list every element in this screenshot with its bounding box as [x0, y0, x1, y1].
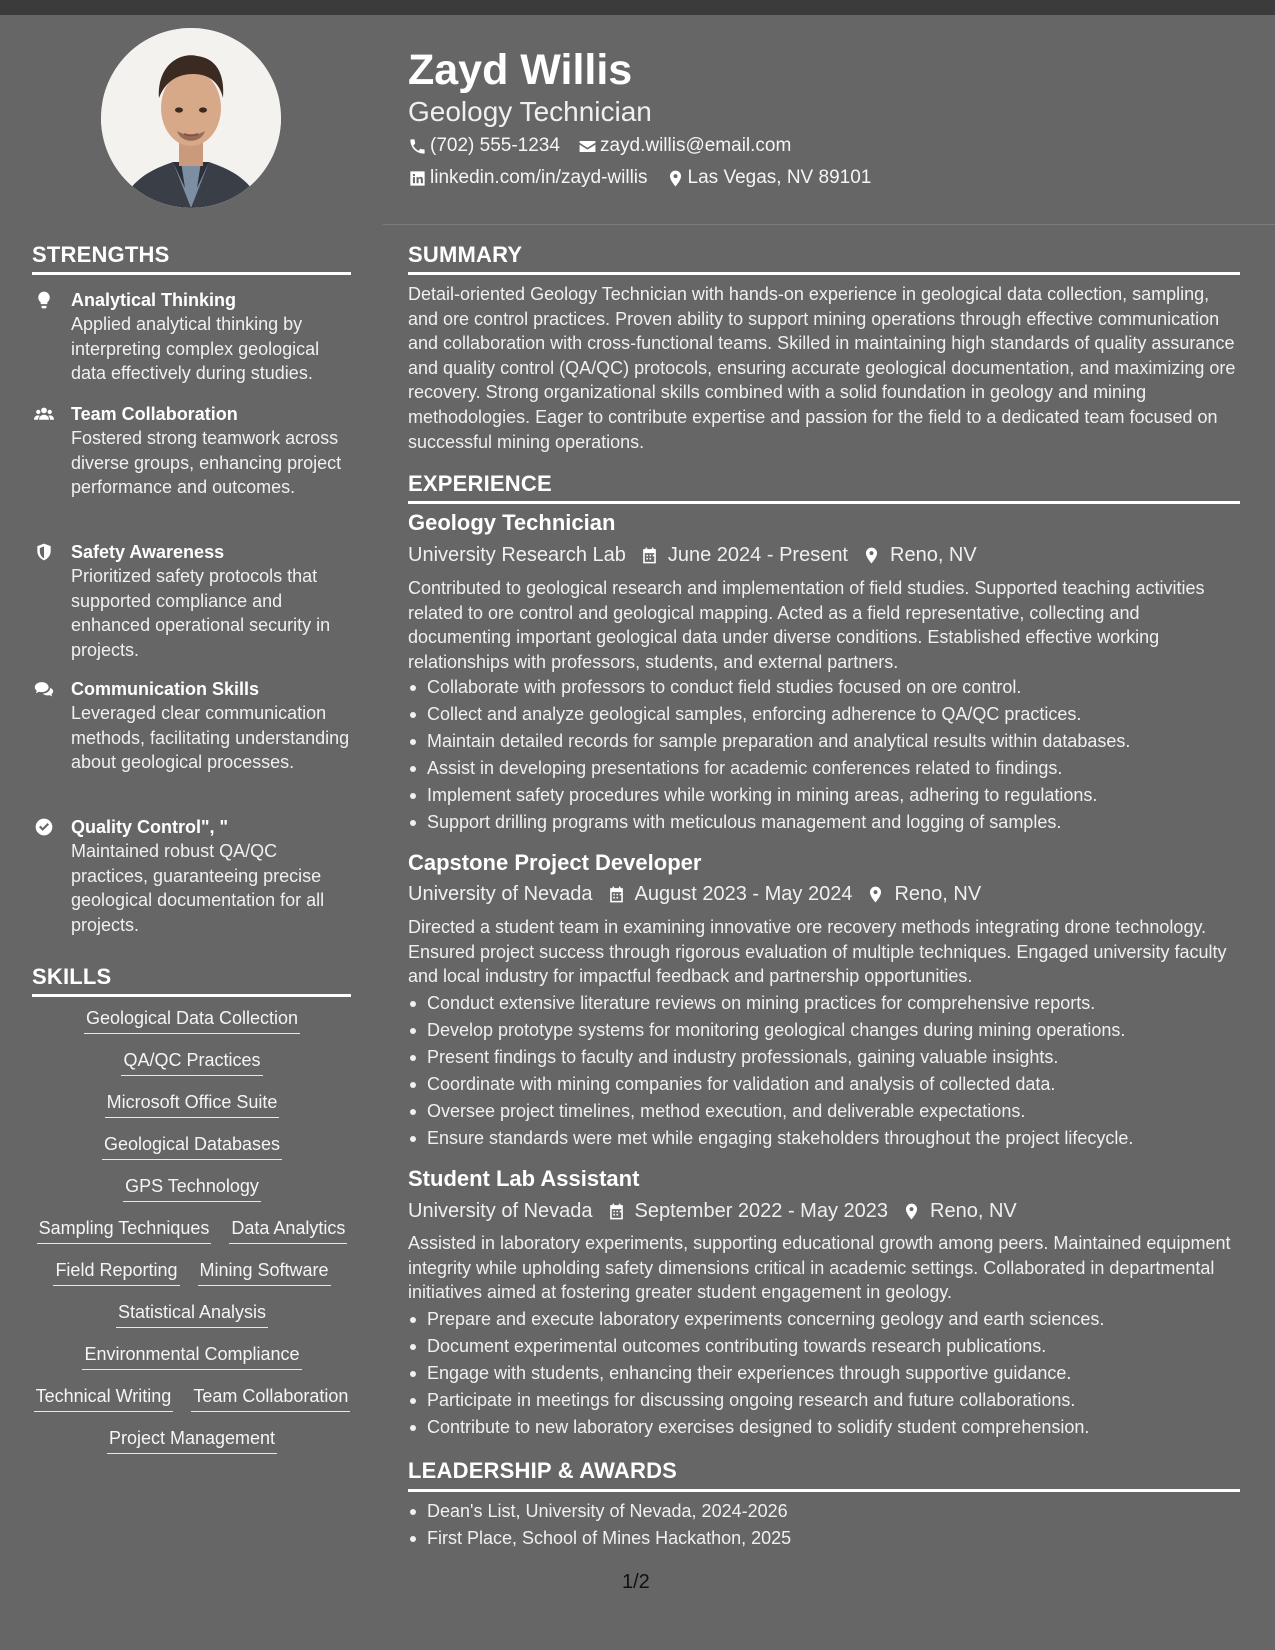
phone-text: (702) 555-1234 — [430, 135, 560, 156]
list-item: Document experimental outcomes contributing towards research publications. — [408, 1333, 1248, 1360]
lightbulb-icon — [32, 290, 56, 312]
shield-icon — [32, 542, 56, 564]
list-item: First Place, School of Mines Hackathon, 2025 — [408, 1525, 1248, 1552]
strength-desc: Applied analytical thinking by interpreting complex geological data effectively during studies. — [71, 314, 320, 383]
job-description: Directed a student team in examining innovative ore recovery methods integrating drone technology. Ensured project success through rigorous evaluation of multiple techniques. Engaged university faculty and local industry for impactful feedback and partnership opportunities. — [408, 917, 1227, 987]
awards-heading: LEADERSHIP & AWARDS — [408, 1458, 678, 1483]
summary-rule — [408, 272, 1240, 275]
job-dates: September 2022 - May 2023 — [634, 1199, 889, 1222]
skill-tag: Environmental Compliance — [82, 1344, 301, 1370]
linkedin-text[interactable]: linkedin.com/in/zayd-willis — [430, 167, 648, 188]
skill-tag: Geological Data Collection — [84, 1008, 300, 1034]
email-text[interactable]: zayd.willis@email.com — [599, 135, 792, 156]
job-title: Student Lab Assistant — [408, 1166, 640, 1191]
contact-row-1 — [408, 133, 809, 159]
linkedin-item[interactable] — [408, 167, 648, 189]
page-number: 1/2 — [622, 1571, 650, 1593]
strength-desc: Prioritized safety protocols that supported compliance and enhanced operational security in projects. — [71, 566, 331, 660]
strength-item — [32, 402, 352, 500]
map-pin-icon — [666, 169, 685, 188]
candidate-role: Geology Technician — [408, 96, 652, 127]
list-item: Ensure standards were met while engaging stakeholders throughout the project lifecycle. — [408, 1125, 1248, 1152]
awards-list — [408, 1498, 1248, 1552]
skill-tag: Mining Software — [198, 1260, 331, 1286]
strengths-heading: STRENGTHS — [32, 242, 170, 267]
job-meta — [408, 1197, 1017, 1225]
strength-title: Safety Awareness — [71, 542, 225, 562]
calendar-icon — [607, 1202, 626, 1221]
job-description: Contributed to geological research and implementation of field studies. Supported teaching activities related to ore control and geological mapping. Acted as a field representative, collecting and documenting important geological data under diverse conditions. Established effective working relationships with professors, students, and external partners. — [408, 578, 1205, 672]
skill-tag: QA/QC Practices — [121, 1050, 262, 1076]
list-item: Coordinate with mining companies for validation and analysis of collected data. — [408, 1071, 1248, 1098]
strength-item — [32, 677, 352, 775]
comments-icon — [32, 679, 56, 701]
list-item: Maintain detailed records for sample preparation and analytical results within databases. — [408, 728, 1248, 755]
awards-rule — [408, 1489, 1240, 1492]
skills-rule — [32, 994, 351, 997]
job-org: University of Nevada — [408, 882, 593, 905]
strength-title: Team Collaboration — [71, 404, 238, 424]
experience-heading: EXPERIENCE — [408, 471, 552, 496]
skill-tag: Project Management — [107, 1428, 277, 1454]
map-pin-icon — [862, 546, 881, 565]
strength-desc: Maintained robust QA/QC practices, guaranteeing precise geological documentation for all projects. — [71, 841, 325, 935]
skill-tag: Field Reporting — [53, 1260, 179, 1286]
job-org: University of Nevada — [408, 1199, 593, 1222]
list-item: Develop prototype systems for monitoring geological changes during mining operations. — [408, 1017, 1248, 1044]
top-bar — [0, 0, 1275, 15]
strength-title: Quality Control", " — [71, 817, 229, 837]
job-org: University Research Lab — [408, 543, 626, 566]
strength-title: Communication Skills — [71, 679, 260, 699]
header-divider — [383, 224, 1275, 225]
skills-heading: SKILLS — [32, 964, 112, 989]
list-item: Implement safety procedures while working in mining areas, adhering to regulations. — [408, 782, 1248, 809]
phone-icon — [408, 137, 427, 156]
strength-item — [32, 540, 352, 662]
strength-item — [32, 288, 352, 386]
linkedin-icon — [408, 169, 427, 188]
skill-tag: Statistical Analysis — [116, 1302, 268, 1328]
location-item — [666, 167, 872, 189]
check-circle-icon — [32, 817, 56, 839]
phone-item — [408, 135, 560, 157]
skill-tag: Team Collaboration — [191, 1386, 350, 1412]
job-dates: August 2023 - May 2024 — [634, 882, 853, 905]
list-item: Assist in developing presentations for academic conferences related to findings. — [408, 755, 1248, 782]
job-meta — [408, 541, 977, 569]
calendar-icon — [607, 885, 626, 904]
strengths-rule — [32, 272, 351, 275]
skill-tag: Data Analytics — [229, 1218, 347, 1244]
job-bullets — [408, 674, 1248, 835]
contact-row-2 — [408, 165, 889, 191]
job-dates: June 2024 - Present — [667, 543, 848, 566]
list-item: Prepare and execute laboratory experiments concerning geology and earth sciences. — [408, 1306, 1248, 1333]
job-bullets — [408, 990, 1248, 1151]
job-title: Geology Technician — [408, 510, 616, 535]
job-bullets — [408, 1306, 1248, 1441]
list-item: Collect and analyze geological samples, enforcing adherence to QA/QC practices. — [408, 701, 1248, 728]
calendar-icon — [640, 546, 659, 565]
list-item: Contribute to new laboratory exercises designed to solidify student comprehension. — [408, 1414, 1248, 1441]
map-pin-icon — [902, 1202, 921, 1221]
email-item[interactable] — [578, 135, 791, 157]
list-item: Oversee project timelines, method execution, and deliverable expectations. — [408, 1098, 1248, 1125]
list-item: Support drilling programs with meticulous management and logging of samples. — [408, 809, 1248, 836]
list-item: Participate in meetings for discussing ongoing research and future collaborations. — [408, 1387, 1248, 1414]
skill-tag: GPS Technology — [123, 1176, 261, 1202]
envelope-icon — [578, 137, 597, 156]
strength-desc: Leveraged clear communication methods, facilitating understanding about geological processes. — [71, 703, 350, 772]
list-item: Collaborate with professors to conduct field studies focused on ore control. — [408, 674, 1248, 701]
job-description: Assisted in laboratory experiments, supporting educational growth among peers. Maintained equipment integrity while upholding safety dimensions critical in academic settings. Collaborated in departmental initiatives aimed at fostering greater student engagement in geology. — [408, 1233, 1231, 1303]
strength-title: Analytical Thinking — [71, 290, 237, 310]
job-meta — [408, 880, 981, 908]
candidate-name: Zayd Willis — [408, 46, 633, 94]
strength-item — [32, 815, 352, 937]
skill-tag: Technical Writing — [34, 1386, 174, 1412]
strength-desc: Fostered strong teamwork across diverse groups, enhancing project performance and outcomes. — [71, 428, 342, 497]
job-location: Reno, NV — [890, 543, 977, 566]
skill-tag: Geological Databases — [102, 1134, 282, 1160]
skill-tag: Microsoft Office Suite — [105, 1092, 280, 1118]
summary-heading: SUMMARY — [408, 242, 523, 267]
list-item: Present findings to faculty and industry professionals, gaining valuable insights. — [408, 1044, 1248, 1071]
profile-photo — [101, 28, 281, 208]
map-pin-icon — [866, 885, 885, 904]
job-location: Reno, NV — [894, 882, 982, 905]
skill-tag: Sampling Techniques — [37, 1218, 212, 1244]
job-title: Capstone Project Developer — [408, 850, 702, 875]
list-item: Conduct extensive literature reviews on mining practices for comprehensive reports. — [408, 990, 1248, 1017]
skills-list — [32, 1008, 352, 1454]
summary-text: Detail-oriented Geology Technician with hands-on experience in geological data collection, sampling, and ore control practices. Proven ability to support mining operations through effective communication and collaboration with cross-functional teams. Skilled in maintaining high standards of quality assurance and quality control (QA/QC) protocols, ensuring accurate geological documentation, and maximizing ore recovery. Strong organizational skills combined with a solid foundation in geology and mining methodologies. Eager to contribute expertise and passion for the field to a dedicated team focused on successful mining operations. — [408, 284, 1236, 452]
location-text: Las Vegas, NV 89101 — [687, 167, 872, 188]
list-item: Dean's List, University of Nevada, 2024-2026 — [408, 1498, 1248, 1525]
job-location: Reno, NV — [930, 1199, 1017, 1222]
users-icon — [32, 404, 56, 426]
experience-rule — [408, 501, 1240, 504]
list-item: Engage with students, enhancing their experiences through supportive guidance. — [408, 1360, 1248, 1387]
